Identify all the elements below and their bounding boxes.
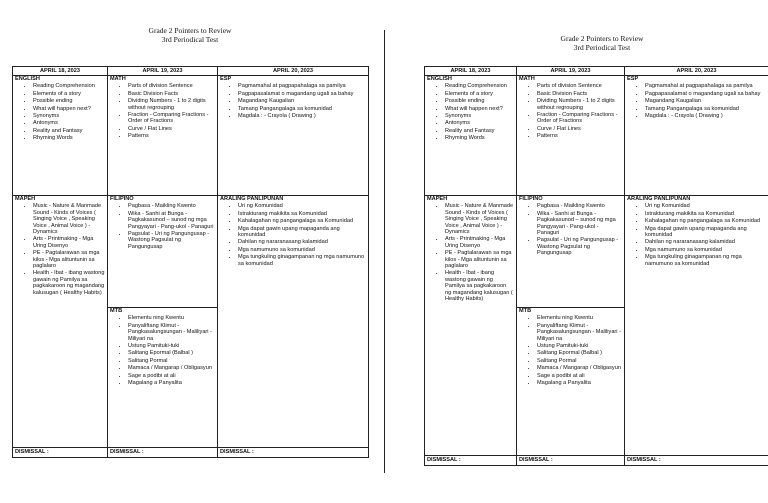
list-item: • What will happen next? [33,106,105,112]
list-item: • Magalang a Panyalita [128,380,215,386]
schedule-table [12,66,369,458]
header [12,26,368,44]
mtb-cell [517,308,625,456]
list-item: • Sage a podibi at ali [537,373,622,379]
list-item: • Panyaliftang Klimut - Pangkasalungsungan - Maliliyari - Miliyari na [128,323,215,342]
esp-cell [625,76,768,196]
list-item: • Mga dapat gawin upang mapaganda ang komunidad [645,226,766,239]
list-item: • Salitang Epormal (Balbal ) [128,350,215,356]
list-item: • Antonyms [33,120,105,126]
list-item: • Curve / Flat Lines [537,126,622,132]
list-item: • Uri ng Komunidad [645,203,766,209]
ap-cell [218,196,369,448]
list-item: • Parts of division Sentence [537,83,622,89]
list-item: • PE - Pagtalarawan sa mga kilos - Mga alituntunin sa paglalaro [445,250,514,269]
filipino-cell [517,196,625,308]
subject-esp: ESP [220,76,232,82]
list-item: • Synonyms [445,113,514,119]
list-item: • Pagpapasalamat o magandang ugali sa bahay [238,91,366,97]
list-item: • Panyaliftang Klimut - Pangkasalungsungan - Maliliyari - Miliyari na [537,323,622,342]
date-cell-2: APRIL 19, 2023 [517,67,625,76]
list-item: • Arts - Printmaking - Mga Uring Disenyo [33,236,105,249]
list-item: • Mga namumuno sa komunidad [238,247,366,253]
list-item: • Salitang Pormal [128,358,215,364]
subject-filipino: FILIPINO [519,196,543,202]
list-item: • Magdala : - Crayola ( Drawing ) [238,113,366,119]
math-cell [108,76,218,196]
subject-english: ENGLISH [15,76,40,82]
subject-math: MATH [519,76,535,82]
subject-filipino: FILIPINO [110,196,134,202]
dismissal-cell: DISMISSAL : [218,448,369,458]
list-item: • Health - Ibat - ibang wastong gawain ng Pamilya sa pagkakaroon ng magandang kalusugan ( Healthy Habits) [33,270,105,296]
list-item: • Magandang Kaugalian [645,98,766,104]
list-item: • Mga tungkuling ginagampanan ng mga namumuno sa komunidad [238,254,366,267]
subject-math: MATH [110,76,126,82]
list-item: • Rhyming Words [33,135,105,141]
list-item: • Magalang a Panyalita [537,380,622,386]
mapeh-cell [13,196,108,448]
list-item: • Reading Comprehension [445,83,514,89]
page-title: Grade 2 Pointers to Review [560,34,644,43]
list-item: • Basic Division Facts [128,91,215,97]
list-item: • PE - Pagtalarawan sa mga kilos - Mga alituntunin sa paglalaro [33,250,105,269]
list-item: • Health - Ibat - ibang wastong gawain ng Pamilya sa pagkakaroon ng magandang kalusugan ( Healthy Habits) [445,270,514,302]
subject-english: ENGLISH [427,76,452,82]
list-item: • Ustung Pamituki-tuki [537,343,622,349]
list-item: • Patterns [128,133,215,139]
list-item: • Elementu ning Kwentu [537,315,622,321]
list-item: • Istrakturang makikita sa Komunidad [645,211,766,217]
list-item: • Dahilan ng nararanasang kalamidad [238,239,366,245]
subject-ap: ARALING PANLIPUNAN [220,196,284,202]
date-cell-3: APRIL 20, 2023 [218,67,369,76]
list-item: • Arts - Printmaking - Mga Uring Disenyo [445,236,514,249]
list-item: • Curve / Flat Lines [128,126,215,132]
list-item: • Magandang Kaugalian [238,98,366,104]
list-item: • Sage a podibi at ali [128,373,215,379]
list-item: • Salitang Epormal (Balbal ) [537,350,622,356]
list-item: • Synonyms [33,113,105,119]
list-item: • What will happen next? [445,106,514,112]
list-item: • Pagsulat - Uri ng Pangungusap - Wastong Pagsulat ng Pangungusap [537,237,622,256]
list-item: • Mga namumuno sa komunidad [645,247,766,253]
dismissal-cell: DISMISSAL : [625,456,768,466]
list-item: • Tamang Pangangalaga sa komunidad [238,106,366,112]
list-item: • Istrakturang makikita sa Komunidad [238,211,366,217]
list-item: • Dividing Numbers - 1 to 2 digits without regrouping [128,98,215,111]
list-item: • Elements of a story [445,91,514,97]
list-item: • Fraction - Comparing Fractions - Order of Fractions [128,112,215,125]
schedule-table [424,66,768,466]
subject-mtb: MTB [110,308,123,314]
page-right [424,0,768,503]
subject-mapeh: MAPEH [15,196,36,202]
list-item: • Pagbasa - Maikling Kwento [128,203,215,209]
list-item: • Reality and Fantasy [445,128,514,134]
list-item: • Magdala : - Crayola ( Drawing ) [645,113,766,119]
list-item: • Kahalagahan ng pangangalaga sa Komunidad [645,218,766,224]
date-cell-1: APRIL 18, 2023 [13,67,108,76]
ap-cell [625,196,768,456]
page-subtitle: 3rd Periodical Test [161,35,219,44]
list-item: • Mamaca / Mangarap / Obligasyun [128,365,215,371]
list-item: • Pagmamahal at pagpapahalaga sa pamilya [238,83,366,89]
date-cell-1: APRIL 18, 2023 [425,67,517,76]
list-item: • Possible ending [445,98,514,104]
dismissal-cell: DISMISSAL : [13,448,108,458]
list-item: • Rhyming Words [445,135,514,141]
list-item: • Fraction - Comparing Fractions - Order of Fractions [537,112,622,125]
list-item: • Pagbasa - Maikling Kwento [537,203,622,209]
page-subtitle: 3rd Periodical Test [573,43,631,52]
list-item: • Reading Comprehension [33,83,105,89]
list-item: • Tamang Pangangalaga sa komunidad [645,106,766,112]
english-cell [425,76,517,196]
list-item: • Dahilan ng nararanasang kalamidad [645,239,766,245]
list-item: • Mamaca / Mangarap / Obligasyun [537,365,622,371]
list-item: • Basic Division Facts [537,91,622,97]
subject-mapeh: MAPEH [427,196,448,202]
page-title: Grade 2 Pointers to Review [148,26,232,35]
list-item: • Elementu ning Kwentu [128,315,215,321]
subject-mtb: MTB [519,308,532,314]
list-item: • Parts of division Sentence [128,83,215,89]
dismissal-cell: DISMISSAL : [517,456,625,466]
page-divider [384,30,385,473]
dismissal-cell: DISMISSAL : [425,456,517,466]
subject-ap: ARALING PANLIPUNAN [627,196,691,202]
list-item: • Mga tungkuling ginagampanan ng mga namumuno sa komunidad [645,254,766,267]
dismissal-cell: DISMISSAL : [108,448,218,458]
math-cell [517,76,625,196]
list-item: • Pagsulat - Uri ng Pangungusap - Wastong Pagsulat ng Pangungusap [128,231,215,250]
filipino-cell [108,196,218,308]
list-item: • Elements of a story [33,91,105,97]
list-item: • Wika - Sanhi at Bunga - Pagkakasunod – sunod ng mga Pangyayari - Pang-ukol - Panaguri [128,211,215,230]
list-item: • Patterns [537,133,622,139]
list-item: • Wika - Sanhi at Bunga - Pagkakasunod – sunod ng mga Pangyayari - Pang-ukol - Panaguri [537,211,622,237]
list-item: • Dividing Numbers - 1 to 2 digits without regrouping [537,98,622,111]
esp-cell [218,76,369,196]
list-item: • Music - Nature & Manmade Sound - Kinds of Voices ( Singing Voice , Speaking Voice , Animal Voice ) - Dynamics [445,203,514,235]
list-item: • Music - Nature & Manmade Sound - Kinds of Voices ( Singing Voice , Speaking Voice , Animal Voice ) - Dynamics [33,203,105,235]
page-left [12,0,368,503]
date-cell-2: APRIL 19, 2023 [108,67,218,76]
mtb-cell [108,308,218,448]
header [424,34,768,52]
english-cell [13,76,108,196]
list-item: • Antonyms [445,120,514,126]
list-item: • Pagpapasalamat o magandang ugali sa bahay [645,91,766,97]
list-item: • Pagmamahal at pagpapahalaga sa pamilya [645,83,766,89]
list-item: • Mga dapat gawin upang mapaganda ang komunidad [238,226,366,239]
list-item: • Uri ng Komunidad [238,203,366,209]
list-item: • Ustung Pamituki-tuki [128,343,215,349]
list-item: • Kahalagahan ng pangangalaga sa Komunidad [238,218,366,224]
subject-esp: ESP [627,76,639,82]
date-cell-3: APRIL 20, 2023 [625,67,768,76]
list-item: • Reality and Fantasy [33,128,105,134]
list-item: • Salitang Pormal [537,358,622,364]
list-item: • Possible ending [33,98,105,104]
mapeh-cell [425,196,517,456]
